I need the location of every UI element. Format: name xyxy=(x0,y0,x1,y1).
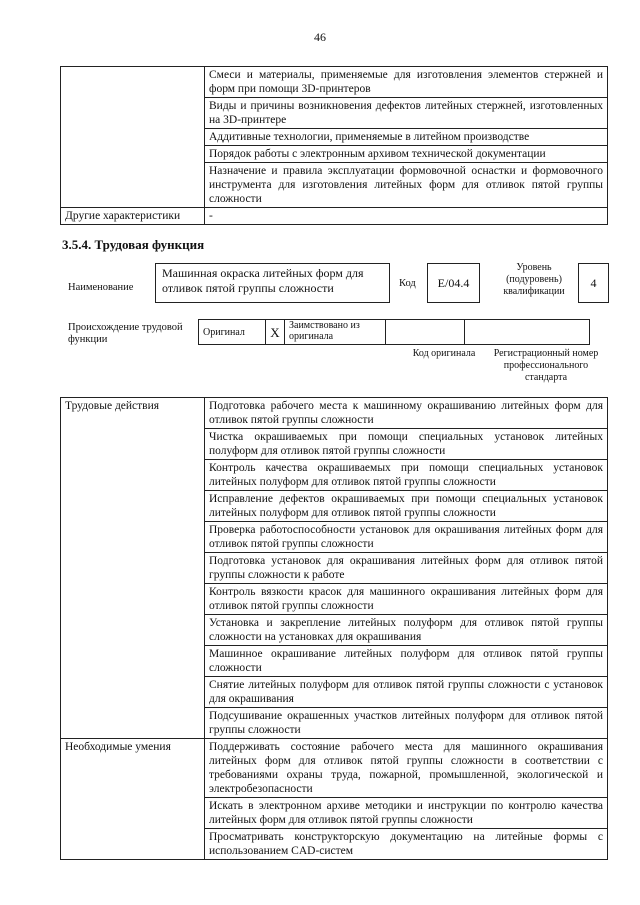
table-cell: Установка и закрепление литейных полуформ для отливок пятой группы сложности на установках для окрашивания xyxy=(205,615,608,646)
table-row xyxy=(61,398,608,429)
table-cell: Контроль качества окрашиваемых при помощи специальных установок литейных полуформ для отливок пятой группы сложности xyxy=(205,460,608,491)
other-characteristics-label: Другие характеристики xyxy=(61,208,205,225)
origin-table xyxy=(198,319,590,345)
table-cell: Подготовка установок для окрашивания литейных форм для отливок пятой группы сложности к работе xyxy=(205,553,608,584)
reg-number-cell xyxy=(465,320,590,345)
code-label: Код xyxy=(399,278,416,289)
skills-label: Необходимые умения xyxy=(61,739,205,860)
table-cell: Поддерживать состояние рабочего места для машинного окрашивания литейных форм для отливок пятой группы сложности в соответствии с требованиями охраны труда, пожарной, промышленной, экологической и электробезопасности xyxy=(205,739,608,798)
table-cell: Подсушивание окрашенных участков литейных полуформ для отливок пятой группы сложности xyxy=(205,708,608,739)
qualification-level-label: Уровень (подуровень) квалификации xyxy=(503,262,565,297)
page-number: 46 xyxy=(314,30,326,44)
function-code-box: E/04.4 xyxy=(427,263,480,303)
table-cell: Подготовка рабочего места к машинному окрашиванию литейных форм для отливок пятой группы сложности xyxy=(205,398,608,429)
origin-label: Происхождение трудовой функции xyxy=(68,322,183,345)
borrowed-label: Заимствовано из оригинала xyxy=(285,320,386,345)
other-characteristics-value: - xyxy=(205,208,608,225)
table-row xyxy=(61,739,608,798)
table-cell: Снятие литейных полуформ для отливок пятой группы сложности с установок для окрашивания xyxy=(205,677,608,708)
row-label-empty xyxy=(61,67,205,208)
table-cell: Проверка работоспособности установок для окрашивания литейных форм для отливок пятой группы сложности xyxy=(205,522,608,553)
work-actions-label: Трудовые действия xyxy=(61,398,205,739)
table-cell: Исправление дефектов окрашиваемых при помощи специальных установок литейных полуформ для отливок пятой группы сложности xyxy=(205,491,608,522)
table-cell: Искать в электронном архиве методики и инструкции по контролю качества литейных форм для отливок пятой группы сложности xyxy=(205,798,608,829)
table-cell: Аддитивные технологии, применяемые в литейном производстве xyxy=(205,129,608,146)
code-original-cell xyxy=(386,320,465,345)
table-cell: Чистка окрашиваемых при помощи специальных установок литейных полуформ для отливок пятой группы сложности xyxy=(205,429,608,460)
table-cell: Виды и причины возникновения дефектов литейных стержней, изготовленных на 3D-принтере xyxy=(205,98,608,129)
work-function-table xyxy=(60,397,608,860)
section-heading: 3.5.4. Трудовая функция xyxy=(62,237,205,252)
knowledge-table-continuation xyxy=(60,66,608,225)
qualification-level-box: 4 xyxy=(578,263,609,303)
reg-number-caption: Регистрационный номер профессионального стандарта xyxy=(493,348,599,383)
table-row xyxy=(61,67,608,98)
table-row xyxy=(61,208,608,225)
table-cell: Смеси и материалы, применяемые для изготовления элементов стержней и форм при помощи 3D-принтеров xyxy=(205,67,608,98)
table-cell: Просматривать конструкторскую документацию на литейные формы с использованием CAD-систем xyxy=(205,829,608,860)
original-label: Оригинал xyxy=(199,320,266,345)
table-row xyxy=(199,320,590,345)
table-cell: Машинное окрашивание литейных полуформ для отливок пятой группы сложности xyxy=(205,646,608,677)
original-mark: X xyxy=(266,320,285,345)
code-original-caption: Код оригинала xyxy=(412,348,476,359)
name-label: Наименование xyxy=(68,282,134,293)
table-cell: Контроль вязкости красок для машинного окрашивания литейных форм для отливок пятой группы сложности xyxy=(205,584,608,615)
table-cell: Назначение и правила эксплуатации формовочной оснастки и формовочного инструмента для изготовления литейных форм для отливок пятой группы сложности xyxy=(205,163,608,208)
function-name-box: Машинная окраска литейных форм для отливок пятой группы сложности xyxy=(155,263,390,303)
table-cell: Порядок работы с электронным архивом технической документации xyxy=(205,146,608,163)
